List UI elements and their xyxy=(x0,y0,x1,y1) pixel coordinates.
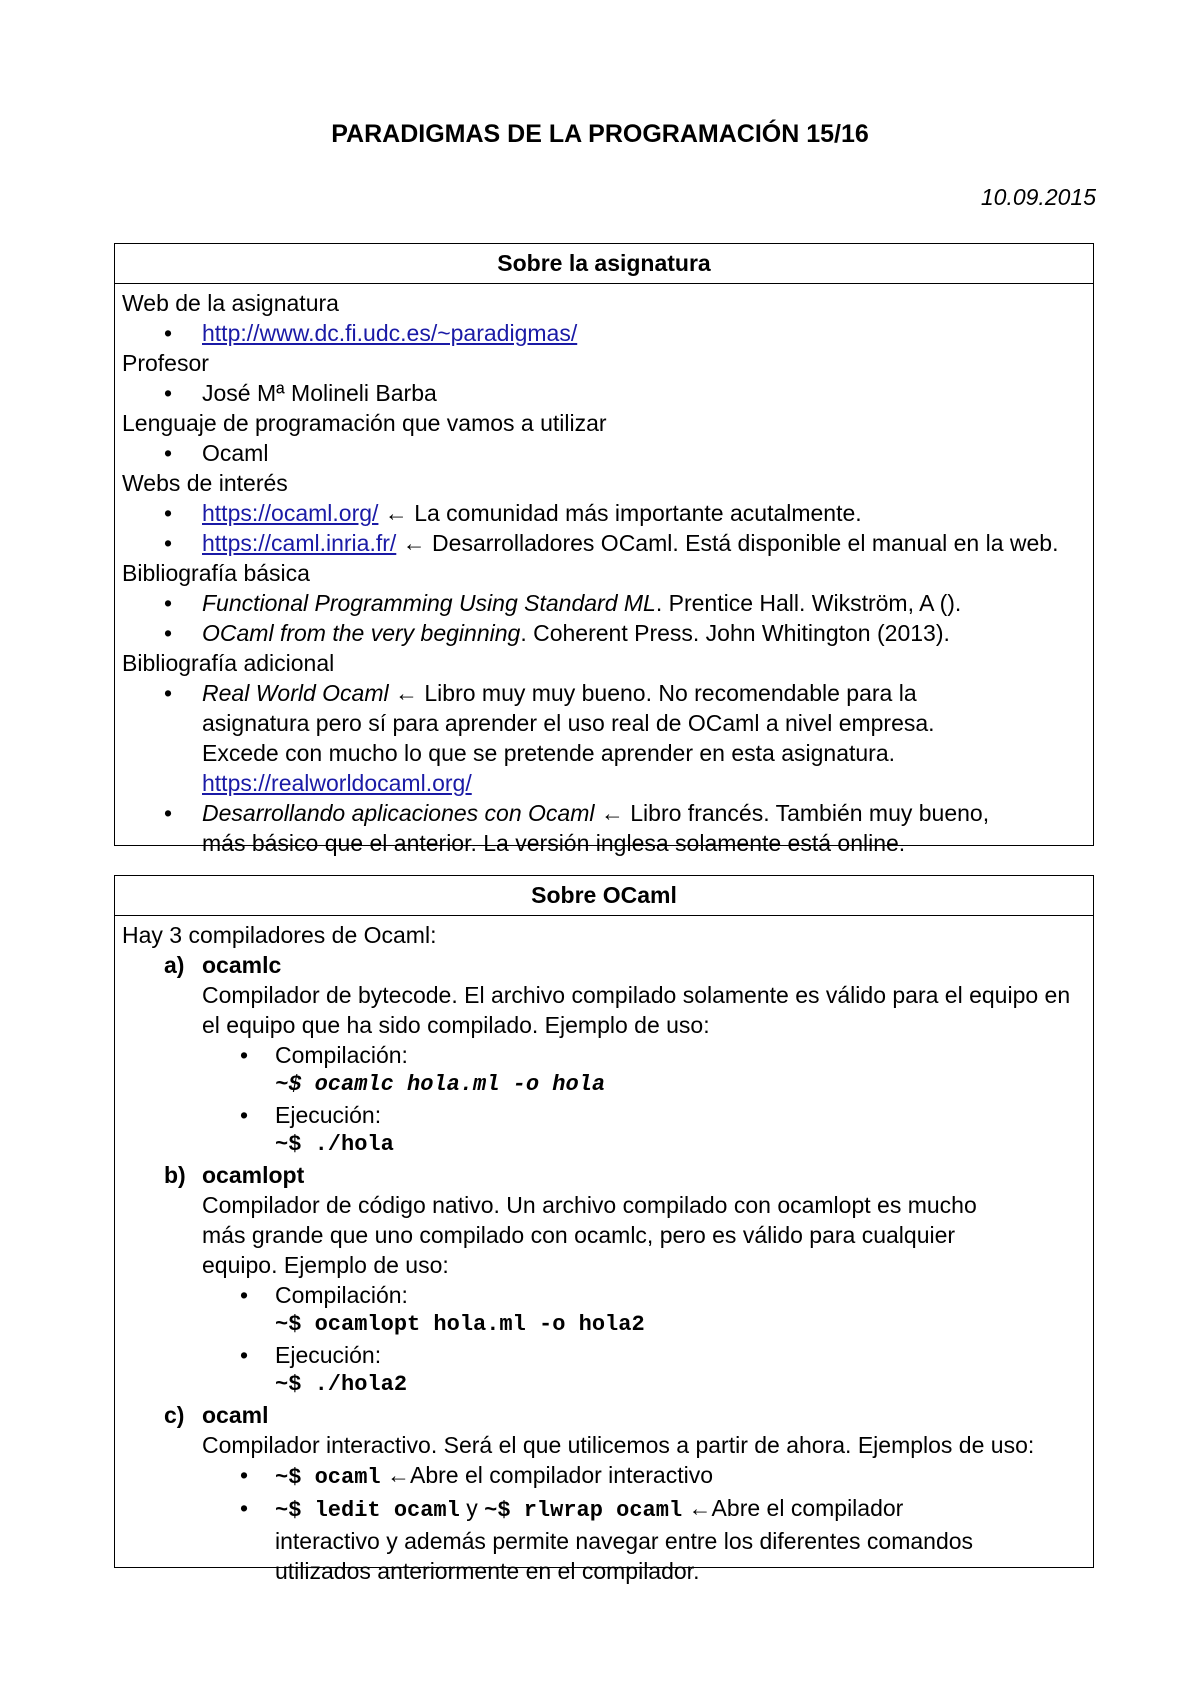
run-command: ~$ ./hola xyxy=(275,1132,394,1157)
book-title: Real World Ocaml xyxy=(202,680,389,706)
compiler-item xyxy=(122,950,1085,980)
ocaml-org-link[interactable]: https://ocaml.org/ xyxy=(202,500,379,526)
item-label: c) xyxy=(164,1402,185,1428)
example-desc: ←Abre el compilador interactivo y además permite navegar entre los diferentes comandos utilizados anteriormente en el compilador. xyxy=(275,1495,974,1584)
item-label: a) xyxy=(164,952,185,978)
list-item xyxy=(122,588,1085,618)
list-item xyxy=(122,618,1085,648)
lenguaje-name: • Ocaml xyxy=(122,438,1085,468)
compiler-name: ocamlopt xyxy=(202,1162,305,1188)
book-title: Desarrollando aplicaciones con Ocaml xyxy=(202,800,595,826)
compile-command: ~$ ocamlc hola.ml -o hola xyxy=(275,1072,606,1097)
book-title: OCaml from the very beginning xyxy=(202,620,521,646)
web-label: Web de la asignatura xyxy=(122,290,339,316)
webs-label: Webs de interés xyxy=(122,470,288,496)
list-item xyxy=(122,528,1085,558)
book-info: . Coherent Press. John Whitington (2013). xyxy=(520,620,950,646)
biblio-adicional-label: Bibliografía adicional xyxy=(122,650,335,676)
lenguaje-label: Lenguaje de programación que vamos a utilizar xyxy=(122,410,607,436)
compile-label: • Compilación: xyxy=(122,1280,1085,1310)
web-desc: ← Desarrolladores OCaml. Está disponible el manual en la web. xyxy=(396,530,1059,556)
compile-command: ~$ ocamlopt hola.ml -o hola2 xyxy=(275,1312,645,1337)
list-item xyxy=(122,798,1007,858)
profesor-label: Profesor xyxy=(122,350,209,376)
item-label: b) xyxy=(164,1162,186,1188)
book-info: ← Libro francés. También muy bueno, más básico que el anterior. La versión inglesa solamente está online. xyxy=(202,800,990,856)
compilers-intro: Hay 3 compiladores de Ocaml: xyxy=(122,922,437,948)
biblio-basica-label: Bibliografía básica xyxy=(122,560,310,586)
compiler-desc: Compilador interactivo. Será el que utilicemos a partir de ahora. Ejemplos de uso: xyxy=(202,1432,1035,1458)
compiler-name: ocamlc xyxy=(202,952,282,978)
compiler-desc: Compilador de bytecode. El archivo compilado solamente es válido para el equipo en el equipo que ha sido compilado. Ejemplo de uso: xyxy=(202,982,1071,1038)
compiler-item xyxy=(122,1160,1085,1190)
book-title: Functional Programming Using Standard ML xyxy=(202,590,656,616)
book-info: ← Libro muy muy bueno. No recomendable para la asignatura pero sí para aprender el uso real de OCaml a nivel empresa. Excede con mucho lo que se pretende aprender en esta asignatura. xyxy=(202,680,935,766)
asignatura-heading: Sobre la asignatura xyxy=(115,244,1093,284)
list-item xyxy=(122,1460,1085,1493)
web-desc: ← La comunidad más importante acutalmente. xyxy=(378,500,862,526)
ocaml-section xyxy=(114,875,1094,1584)
list-item xyxy=(122,318,1085,348)
course-web-link[interactable]: http://www.dc.fi.udc.es/~paradigmas/ xyxy=(202,320,578,346)
list-item xyxy=(122,498,1085,528)
profesor-name: • José Mª Molineli Barba xyxy=(122,378,1085,408)
asignatura-section xyxy=(114,243,1094,856)
run-command: ~$ ./hola2 xyxy=(275,1372,408,1397)
compiler-name: ocaml xyxy=(202,1402,269,1428)
realworldocaml-link[interactable]: https://realworldocaml.org/ xyxy=(202,770,472,796)
example-conjunction: y xyxy=(459,1495,485,1521)
compiler-desc: Compilador de código nativo. Un archivo compilado con ocamlopt es mucho más grande que uno compilado con ocamlc, pero es válido para cualquier equipo. Ejemplo de uso: xyxy=(202,1192,977,1278)
run-label: • Ejecución: xyxy=(122,1340,1085,1370)
example-command: ~$ ledit ocaml xyxy=(275,1498,460,1523)
list-item xyxy=(122,678,1007,798)
compile-label: • Compilación: xyxy=(122,1040,1085,1070)
list-item xyxy=(122,1493,995,1586)
example-command: ~$ rlwrap ocaml xyxy=(484,1498,683,1523)
example-desc: ←Abre el compilador interactivo xyxy=(380,1462,713,1488)
compiler-item xyxy=(122,1400,1085,1430)
example-command: ~$ ocaml xyxy=(275,1465,381,1490)
run-label: • Ejecución: xyxy=(122,1100,1085,1130)
document-date: 10.09.2015 xyxy=(980,184,1096,210)
caml-inria-link[interactable]: https://caml.inria.fr/ xyxy=(202,530,397,556)
ocaml-heading: Sobre OCaml xyxy=(115,876,1093,916)
document-title: PARADIGMAS DE LA PROGRAMACIÓN 15/16 xyxy=(331,120,869,148)
book-info: . Prentice Hall. Wikström, A (). xyxy=(655,590,962,616)
